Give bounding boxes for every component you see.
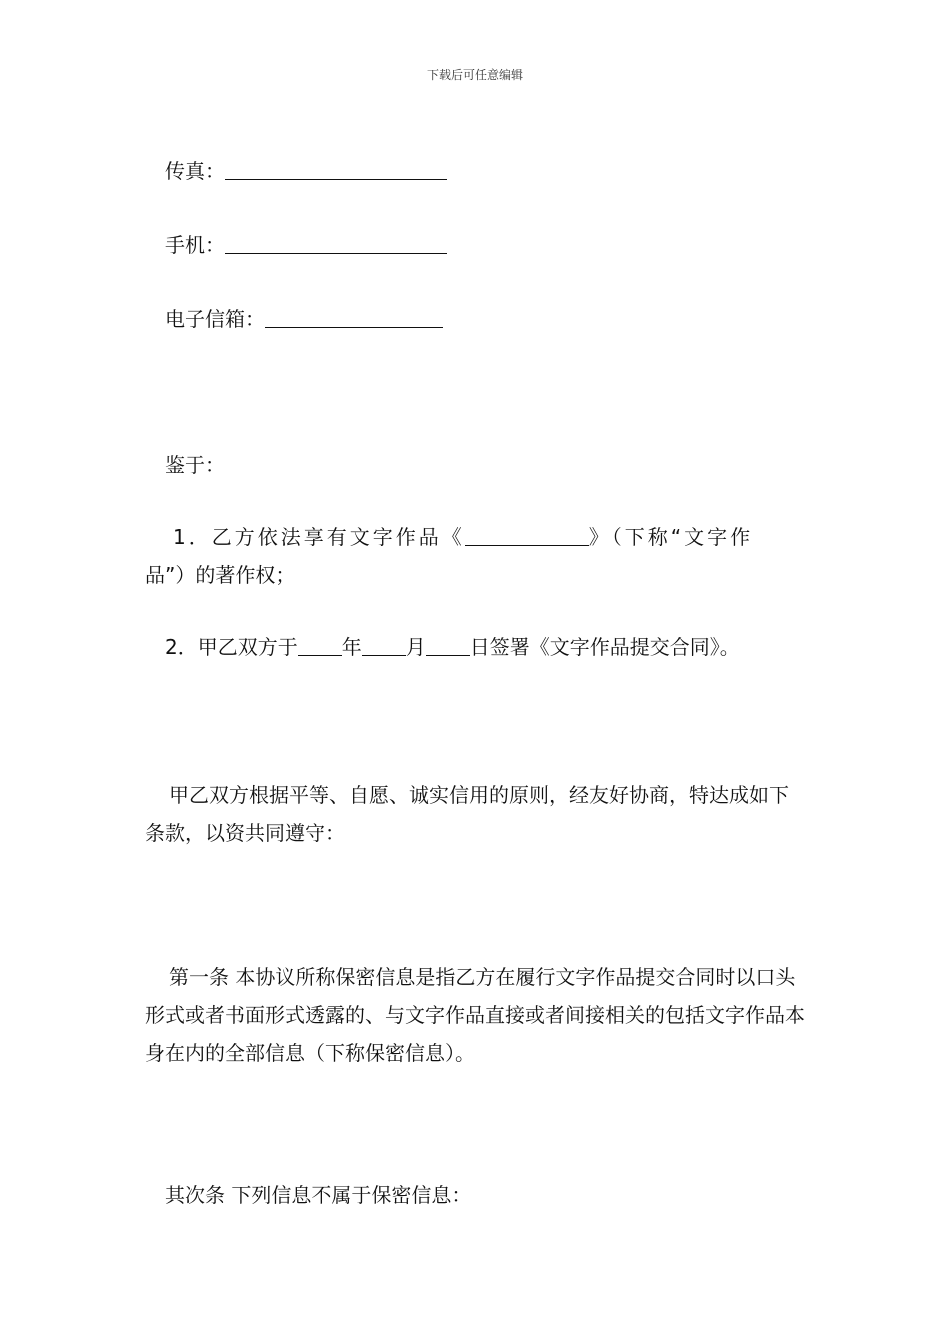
item2-number: 2． — [165, 635, 198, 659]
mobile-line — [165, 226, 447, 264]
item2-text-b: 日签署《文字作品提交合同》。 — [469, 635, 740, 659]
item1-text-b: 》（下称“文字作 — [588, 525, 754, 549]
year-blank — [298, 631, 342, 656]
email-blank — [265, 303, 443, 328]
email-line — [165, 300, 443, 338]
mobile-label: 手机： — [165, 233, 225, 257]
month-blank — [362, 631, 406, 656]
article-2-paragraph: 其次条 下列信息不属于保密信息： — [165, 1183, 472, 1207]
whereas-item-1-line-1 — [173, 518, 753, 556]
fax-line — [165, 152, 447, 190]
whereas-item-2 — [165, 628, 740, 666]
item2-year: 年 — [341, 635, 362, 659]
mobile-blank — [225, 229, 447, 254]
item2-text-a: 甲乙双方于 — [197, 635, 298, 659]
whereas-item-1-line-2: 品”）的著作权； — [145, 563, 296, 587]
fax-blank — [225, 155, 447, 180]
whereas-heading: 鉴于： — [165, 453, 225, 477]
item1-text-a: 乙方依法享有文字作品《 — [211, 525, 465, 549]
email-label: 电子信箱： — [165, 307, 265, 331]
fax-label: 传真： — [165, 159, 225, 183]
day-blank — [426, 631, 470, 656]
item2-month: 月 — [405, 635, 426, 659]
article-1-paragraph: 第一条 本协议所称保密信息是指乙方在履行文字作品提交合同时以口头形式或者书面形式透露的、与文字作品直接或者间接相关的包括文字作品本身在内的全部信息（下称保密信息）。 — [145, 965, 805, 1065]
item1-number: 1． — [173, 525, 212, 549]
header-note: 下载后可任意编辑 — [426, 68, 523, 82]
intro-paragraph: 甲乙双方根据平等、自愿、诚实信用的原则，经友好协商，特达成如下条款，以资共同遵守： — [145, 783, 789, 845]
work-title-blank — [465, 521, 589, 546]
